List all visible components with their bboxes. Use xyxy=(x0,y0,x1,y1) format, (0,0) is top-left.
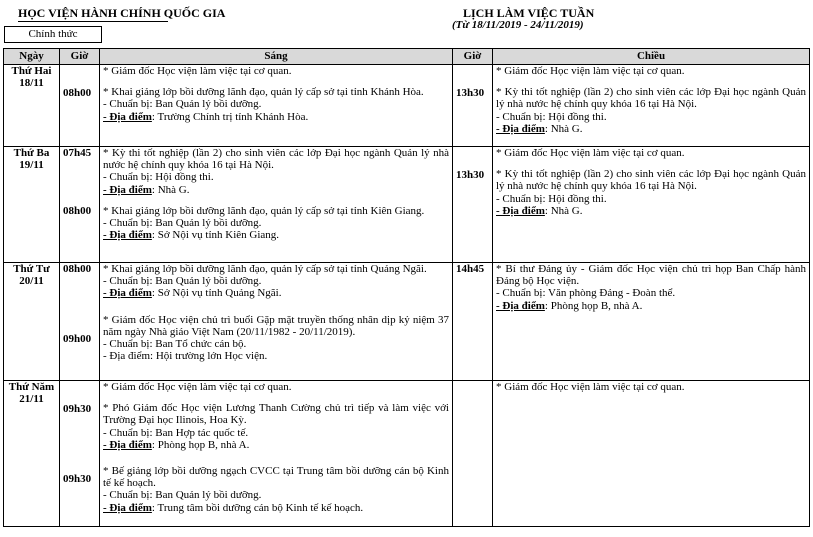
day-name: Thứ Ba xyxy=(13,147,50,159)
entry-prep: - Chuẩn bị: Hội đồng thi. xyxy=(496,192,607,205)
place-value: : Nhà G. xyxy=(544,122,583,135)
place-label: - Địa điểm xyxy=(103,110,152,123)
column-header-time-pm: Giờ xyxy=(453,49,493,65)
afternoon-cell xyxy=(493,381,810,527)
morning-time-cell xyxy=(60,65,100,147)
table-header-row xyxy=(4,49,810,65)
place-label: - Địa điểm xyxy=(103,501,152,514)
time-slot: 14h45 xyxy=(456,263,485,275)
day-cell xyxy=(4,263,60,381)
entry-prep: - Chuẩn bị: Ban Quản lý bồi dưỡng. xyxy=(103,98,262,111)
entry-text: * Giám đốc Học viện làm việc tại cơ quan. xyxy=(496,147,685,159)
column-header-morning: Sáng xyxy=(100,49,453,65)
time-slot: 08h00 xyxy=(63,205,92,218)
place-value: : Phòng họp B, nhà A. xyxy=(544,299,643,312)
schedule-title: LỊCH LÀM VIỆC TUẦN xyxy=(463,6,595,20)
organization-underline xyxy=(18,21,168,22)
time-slot: 09h00 xyxy=(63,333,92,346)
entry-text: * Giám đốc Học viện làm việc tại cơ quan. xyxy=(496,65,685,77)
day-cell xyxy=(4,147,60,263)
place-label: - Địa điểm xyxy=(103,287,152,300)
entry-prep: - Chuẩn bị: Ban Quản lý bồi dưỡng. xyxy=(103,489,262,502)
official-label: Chính thức xyxy=(4,26,102,43)
day-date: 21/11 xyxy=(19,393,44,406)
morning-time-cell xyxy=(60,263,100,381)
table-row xyxy=(4,65,810,147)
time-slot: 09h30 xyxy=(63,473,92,486)
afternoon-cell xyxy=(493,147,810,263)
afternoon-time-cell xyxy=(453,381,493,527)
afternoon-cell xyxy=(493,263,810,381)
place-value: : Phòng họp B, nhà A. xyxy=(151,438,250,451)
entry-text: * Khai giảng lớp bồi dưỡng lãnh đạo, quản lý cấp sở tại tỉnh Khánh Hòa. xyxy=(103,86,424,99)
place-label: - Địa điểm xyxy=(496,122,545,135)
place-label: - Địa điểm xyxy=(103,229,152,242)
time-slot: 13h30 xyxy=(456,169,485,181)
morning-cell xyxy=(100,381,453,527)
entry-text: * Phó Giám đốc Học viện Lương Thanh Cường chủ trì tiếp và làm việc với Trường Đại học Ilinois, Hoa Kỳ. xyxy=(103,402,449,427)
place-line: - Địa điểm: Hội trường lớn Học viện. xyxy=(103,350,268,363)
morning-cell xyxy=(100,147,453,263)
time-slot: 07h45 xyxy=(63,147,92,159)
entry-text: * Kỳ thi tốt nghiệp (lần 2) cho sinh viên các lớp Đại học ngành Quản lý nhà nước hệ chính quy khóa 16 tại Hà Nội. xyxy=(103,147,449,172)
afternoon-time-cell xyxy=(453,147,493,263)
morning-time-cell xyxy=(60,381,100,527)
place-value: : Nhà G. xyxy=(151,183,190,196)
weekly-schedule-table xyxy=(3,48,810,527)
entry-text: * Bế giảng lớp bồi dưỡng ngạch CVCC tại Trung tâm bồi dưỡng cán bộ Kinh tế kế hoạch. xyxy=(103,465,449,490)
organization-name: HỌC VIỆN HÀNH CHÍNH QUỐC GIA xyxy=(18,6,226,20)
time-slot: 13h30 xyxy=(456,87,485,99)
day-cell xyxy=(4,65,60,147)
entry-prep: - Chuẩn bị: Ban Hợp tác quốc tế. xyxy=(103,426,249,439)
place-label: - Địa điểm xyxy=(103,183,152,196)
day-name: Thứ Năm xyxy=(8,381,55,393)
table-row xyxy=(4,147,810,263)
entry-prep: - Chuẩn bị: Hội đồng thi. xyxy=(103,171,214,184)
entry-text: * Bí thư Đảng ủy - Giám đốc Học viện chủ trì họp Ban Chấp hành Đảng bộ Học viện. xyxy=(496,263,806,288)
entry-prep: - Chuẩn bị: Ban Quản lý bồi dưỡng. xyxy=(103,275,262,288)
place-value: : Trung tâm bồi dưỡng cán bộ Kinh tế kế hoạch. xyxy=(151,501,364,514)
time-slot: 08h00 xyxy=(63,87,92,99)
day-date: 19/11 xyxy=(19,159,44,172)
morning-cell xyxy=(100,65,453,147)
place-label: - Địa điểm xyxy=(496,204,545,217)
place-value: : Nhà G. xyxy=(544,204,583,217)
entry-prep: - Chuẩn bị: Ban Tổ chức cán bộ. xyxy=(103,338,247,351)
day-name: Thứ Hai xyxy=(11,65,52,77)
schedule-date-range: (Từ 18/11/2019 - 24/11/2019) xyxy=(452,19,584,31)
column-header-day: Ngày xyxy=(4,49,60,65)
entry-prep: - Chuẩn bị: Hội đồng thi. xyxy=(496,110,607,123)
entry-text: * Kỳ thi tốt nghiệp (lần 2) cho sinh viên các lớp Đại học ngành Quản lý nhà nước hệ chính quy khóa 16 tại Hà Nội. xyxy=(496,168,806,193)
place-value: : Sở Nội vụ tỉnh Kiên Giang. xyxy=(151,229,280,242)
day-date: 18/11 xyxy=(19,77,44,90)
table-row xyxy=(4,381,810,527)
entry-text: * Khai giảng lớp bồi dưỡng lãnh đạo, quản lý cấp sở tại tỉnh Quảng Ngãi. xyxy=(103,263,427,275)
entry-prep: - Chuẩn bị: Văn phòng Đảng - Đoàn thể. xyxy=(496,287,676,300)
entry-text: * Kỳ thi tốt nghiệp (lần 2) cho sinh viên các lớp Đại học ngành Quản lý nhà nước hệ chính quy khóa 16 tại Hà Nội. xyxy=(496,86,806,111)
entry-text: * Giám đốc Học viện chủ trì buổi Gặp mặt truyền thống nhân dịp kỷ niệm 37 năm ngày Nhà giáo Việt Nam (20/11/1982 - 20/11/2019). xyxy=(103,313,449,338)
entry-text: * Giám đốc Học viện làm việc tại cơ quan. xyxy=(496,381,685,393)
day-date: 20/11 xyxy=(19,275,44,288)
entry-prep: - Chuẩn bị: Ban Quản lý bồi dưỡng. xyxy=(103,217,262,230)
day-cell xyxy=(4,381,60,527)
entry-text: * Giám đốc Học viện làm việc tại cơ quan. xyxy=(103,65,292,77)
entry-text: * Giám đốc Học viện làm việc tại cơ quan. xyxy=(103,381,292,393)
time-slot: 09h30 xyxy=(63,403,92,415)
morning-time-cell xyxy=(60,147,100,263)
day-name: Thứ Tư xyxy=(13,263,50,275)
table-row xyxy=(4,263,810,381)
time-slot: 08h00 xyxy=(63,263,92,275)
place-label: - Địa điểm xyxy=(103,438,152,451)
column-header-time-am: Giờ xyxy=(60,49,100,65)
column-header-afternoon: Chiều xyxy=(493,49,810,65)
place-value: : Trường Chính trị tỉnh Khánh Hòa. xyxy=(151,110,309,123)
place-value: : Sở Nội vụ tỉnh Quảng Ngãi. xyxy=(151,287,282,300)
afternoon-time-cell xyxy=(453,65,493,147)
entry-text: * Khai giảng lớp bồi dưỡng lãnh đạo, quản lý cấp sở tại tỉnh Kiên Giang. xyxy=(103,204,425,217)
morning-cell xyxy=(100,263,453,381)
afternoon-time-cell xyxy=(453,263,493,381)
afternoon-cell xyxy=(493,65,810,147)
place-label: - Địa điểm xyxy=(496,299,545,312)
